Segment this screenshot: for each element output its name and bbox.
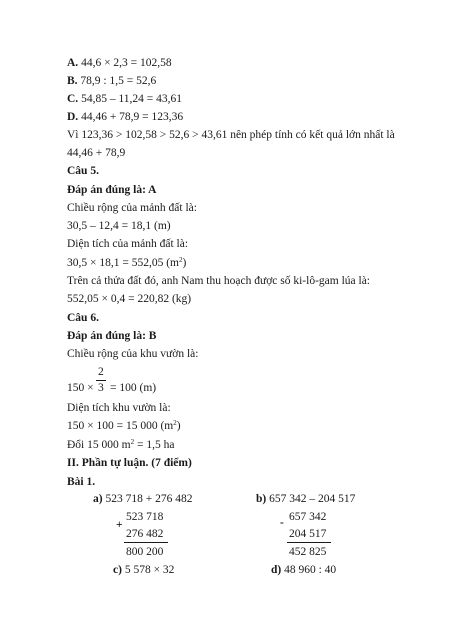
- option-text: 44,6 × 2,3 = 102,58: [78, 57, 172, 69]
- q6-convert-result: = 1,5 ha: [134, 439, 175, 451]
- q6-width-calc-start: 150 ×: [67, 382, 94, 394]
- problem-c-header: [113, 563, 174, 577]
- option-label: C.: [67, 93, 79, 105]
- q6-line-1: Chiều rộng của khu vườn là:: [67, 348, 199, 360]
- problem-label: c): [113, 564, 122, 576]
- superscript: 2: [179, 256, 183, 264]
- problem-label: d): [271, 564, 282, 576]
- part-2-heading: II. Phần tự luận. (7 điểm): [67, 457, 192, 469]
- q6-area-text: 150 × 100 = 15 000 (m: [67, 420, 174, 432]
- problem-expression: 48 960 : 40: [281, 564, 337, 576]
- option-label: D.: [67, 111, 79, 123]
- question-5-title: Câu 5.: [67, 165, 99, 177]
- calc-b-top-number: 657 342: [289, 511, 327, 523]
- problem-label: a): [93, 493, 103, 505]
- option-text: 54,85 – 11,24 = 43,61: [78, 93, 182, 105]
- q5-line-1: Chiều rộng của mảnh đất là:: [67, 202, 197, 214]
- q5-line-6: 552,05 × 0,4 = 220,82 (kg): [67, 293, 192, 305]
- question-6-title: Câu 6.: [67, 312, 99, 324]
- calc-a-plus-sign: +: [116, 519, 123, 531]
- calc-a-top-number: 523 718: [126, 511, 164, 523]
- q6-line-3: Diện tích khu vườn là:: [67, 402, 171, 414]
- q6-convert-text: Đổi 15 000 m: [67, 439, 131, 451]
- calc-a-bottom-number: 276 482: [126, 528, 164, 540]
- answer-option-c: [67, 92, 182, 106]
- calc-b-rule: [287, 542, 331, 543]
- problem-b-header: [256, 492, 355, 506]
- option-text: 78,9 : 1,5 = 52,6: [77, 75, 157, 87]
- calc-b-result: 452 825: [289, 546, 327, 558]
- calc-a-rule: [124, 542, 168, 543]
- q6-width-calc-end: = 100 (m): [110, 382, 157, 394]
- q6-line-5: [67, 438, 174, 452]
- problem-expression: 5 578 × 32: [121, 564, 175, 576]
- option-label: A.: [67, 57, 79, 69]
- exercise-1-title: Bài 1.: [67, 476, 96, 488]
- question-5-answer: Đáp án đúng là: A: [67, 184, 157, 196]
- q5-line-2: 30,5 – 12,4 = 18,1 (m): [67, 220, 171, 232]
- superscript: 2: [130, 438, 135, 446]
- q5-line-5: Trên cả thửa đất đó, anh Nam thu hoạch được số ki-lô-gam lúa là:: [67, 275, 370, 287]
- problem-expression: 523 718 + 276 482: [102, 493, 193, 505]
- calc-b-bottom-number: 204 517: [289, 528, 327, 540]
- problem-a-header: [93, 492, 192, 506]
- calc-b-minus-sign: -: [280, 517, 284, 529]
- q5-line-4: [67, 256, 186, 270]
- question-6-answer: Đáp án đúng là: B: [67, 330, 157, 342]
- q5-area-close: ): [182, 257, 187, 269]
- problem-expression: 657 342 – 204 517: [266, 493, 356, 505]
- q5-area-text: 30,5 × 18,1 = 552,05 (m: [67, 257, 179, 269]
- answer-option-d: [67, 110, 183, 124]
- problem-label: b): [256, 493, 267, 505]
- fraction-denominator: 3: [98, 382, 104, 394]
- answer-option-b: [67, 74, 156, 88]
- calc-a-result: 800 200: [126, 546, 164, 558]
- reason-line-2: 44,46 + 78,9: [67, 147, 126, 159]
- answer-option-a: [67, 56, 172, 70]
- fraction-numerator: 2: [98, 366, 104, 378]
- q6-line-4: [67, 419, 181, 433]
- problem-d-header: [271, 563, 336, 577]
- q6-area-close: ): [176, 420, 181, 432]
- option-text: 44,46 + 78,9 = 123,36: [78, 111, 184, 123]
- superscript: 2: [173, 419, 177, 427]
- q5-line-3: Diện tích của mảnh đất là:: [67, 238, 189, 250]
- reason-line-1: Vì 123,36 > 102,58 > 52,6 > 43,61 nên phép tính có kết quả lớn nhất là: [67, 129, 395, 141]
- fraction-bar: [96, 380, 106, 381]
- option-label: B.: [67, 75, 78, 87]
